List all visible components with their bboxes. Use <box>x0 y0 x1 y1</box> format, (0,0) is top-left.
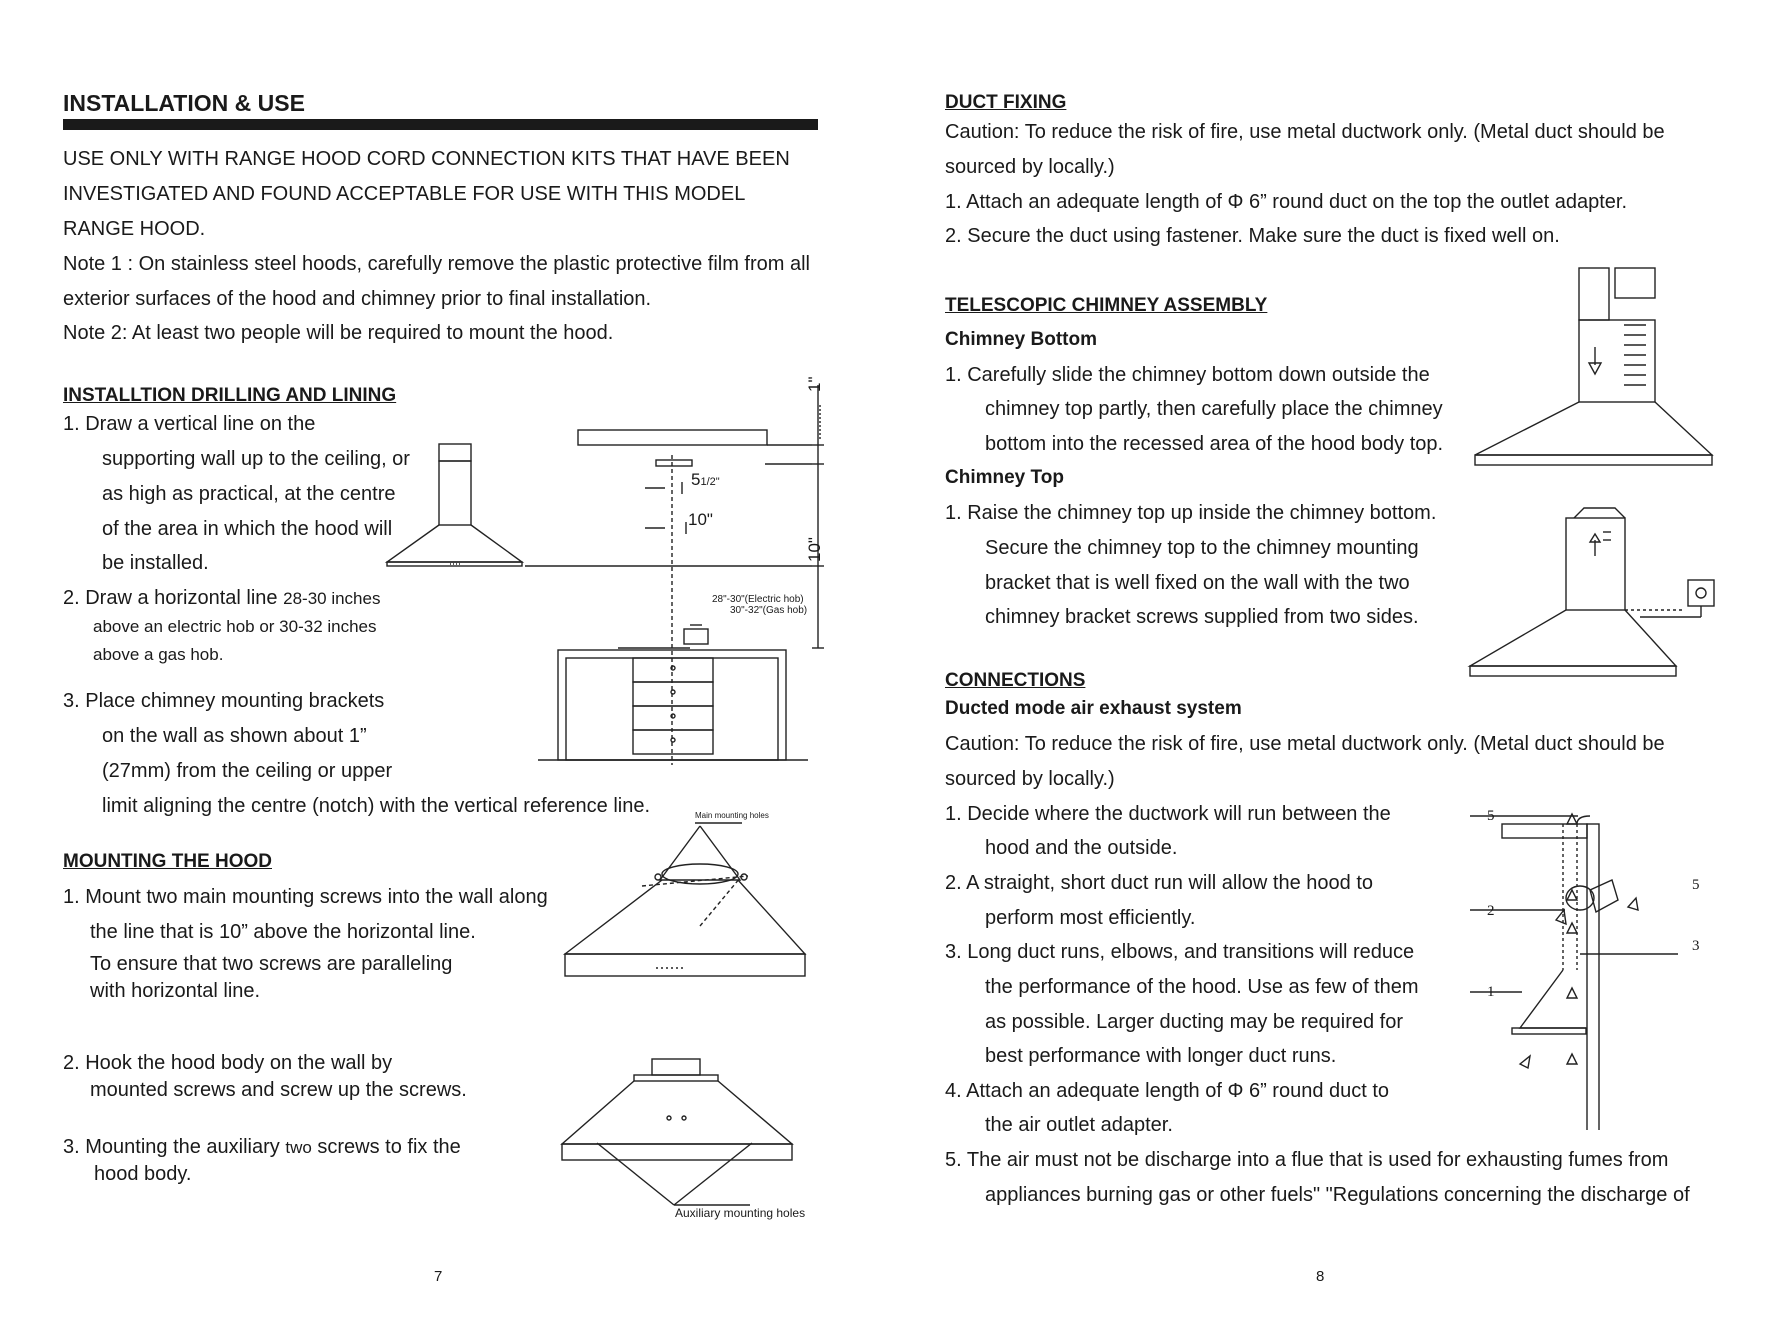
mount-step2-line2: mounted screws and screw up the screws. <box>90 1079 467 1101</box>
conn-step-4b: the air outlet adapter. <box>985 1114 1173 1136</box>
chimney-bottom-diagram <box>1475 268 1712 465</box>
dim-half-frac: 1/2" <box>700 476 720 488</box>
label-main-mounting-holes: Main mounting holes <box>695 811 769 820</box>
drill-step2-line3: above a gas hob. <box>93 645 224 664</box>
drill-step3-line3: (27mm) from the ceiling or upper <box>102 760 393 782</box>
duct-heading: DUCT FIXING <box>945 92 1067 113</box>
conn-step-1b: hood and the outside. <box>985 837 1178 859</box>
conn-step-2b: perform most efficiently. <box>985 907 1196 929</box>
drill-step1-line1: 1. Draw a vertical line on the <box>63 413 316 435</box>
mounting-hood-diagram <box>565 823 805 976</box>
mount-step3-b: two <box>285 1138 312 1157</box>
dim-hob-electric: 28"-30"(Electric hob) <box>712 594 804 605</box>
dim-10-inch-b: 10" <box>805 537 824 562</box>
drill-step2-range: 28-30 inches <box>283 589 381 608</box>
mount-step2-line1: 2. Hook the hood body on the wall by <box>63 1052 393 1074</box>
connections-heading: CONNECTIONS <box>945 670 1086 691</box>
wall-layout-diagram <box>525 385 824 765</box>
conn-step-3b: the performance of the hood. Use as few of them <box>985 976 1419 998</box>
duct-label-1: 1 <box>1487 984 1495 1000</box>
mount-step1-line1: 1. Mount two main mounting screws into the wall along <box>63 886 548 908</box>
chimney-bottom-2: chimney top partly, then carefully place the chimney <box>985 398 1443 420</box>
drill-step2-label: 2. Draw a horizontal line <box>63 587 278 609</box>
drill-step3-line2: on the wall as shown about 1” <box>102 725 367 747</box>
conn-step-2a: 2. A straight, short duct run will allow the hood to <box>945 872 1374 894</box>
duct-label-2: 2 <box>1487 903 1495 919</box>
dim-half-whole: 5 <box>691 470 701 489</box>
chimney-top-2: Secure the chimney top to the chimney mounting <box>985 537 1419 559</box>
duct-label-5-right: 5 <box>1692 877 1700 893</box>
auxiliary-hood-diagram <box>562 1059 792 1205</box>
page-number-left: 7 <box>434 1268 443 1285</box>
dim-hob-gas: 30"-32"(Gas hob) <box>730 605 808 616</box>
intro-line-1: USE ONLY WITH RANGE HOOD CORD CONNECTION KITS THAT HAVE BEEN <box>63 148 790 170</box>
mount-step1-line4: with horizontal line. <box>90 980 261 1002</box>
duct-step1: 1. Attach an adequate length of Φ 6” round duct on the top the outlet adapter. <box>945 191 1628 213</box>
conn-caution-1: Caution: To reduce the risk of fire, use metal ductwork only. (Metal duct should be <box>945 733 1665 755</box>
connections-subtitle: Ducted mode air exhaust system <box>945 698 1242 719</box>
drill-step1-line3: as high as practical, at the centre <box>102 483 396 505</box>
chimney-bottom-1: 1. Carefully slide the chimney bottom down outside the <box>945 364 1430 386</box>
duct-caution-1: Caution: To reduce the risk of fire, use metal ductwork only. (Metal duct should be <box>945 121 1665 143</box>
conn-step-3a: 3. Long duct runs, elbows, and transitions will reduce <box>945 941 1415 963</box>
drill-step3-line1: 3. Place chimney mounting brackets <box>63 690 385 712</box>
duct-label-5-top: 5 <box>1487 808 1495 824</box>
chimney-top-3: bracket that is well fixed on the wall with the two <box>985 572 1410 594</box>
duct-step2: 2. Secure the duct using fastener. Make sure the duct is fixed well on. <box>945 225 1560 247</box>
drill-step1-line4: of the area in which the hood will <box>102 518 393 540</box>
intro-line-2: INVESTIGATED AND FOUND ACCEPTABLE FOR USE WITH THIS MODEL <box>63 183 746 205</box>
chimney-bottom-3: bottom into the recessed area of the hood body top. <box>985 433 1444 455</box>
conn-step-3d: best performance with longer duct runs. <box>985 1045 1337 1067</box>
conn-caution-2: sourced by locally.) <box>945 768 1115 790</box>
drilling-heading: INSTALLTION DRILLING AND LINING <box>63 385 397 406</box>
chimney-top-title: Chimney Top <box>945 467 1064 488</box>
page-title: INSTALLATION & USE <box>63 90 305 116</box>
duct-label-3: 3 <box>1692 938 1700 954</box>
drill-step2-line2: above an electric hob or 30-32 inches <box>93 617 377 636</box>
duct-caution-2: sourced by locally.) <box>945 156 1115 178</box>
chimney-heading: TELESCOPIC CHIMNEY ASSEMBLY <box>945 295 1268 316</box>
chimney-top-4: chimney bracket screws supplied from two sides. <box>985 606 1419 628</box>
chimney-bottom-title: Chimney Bottom <box>945 329 1097 350</box>
conn-step-3c: as possible. Larger ducting may be required for <box>985 1011 1404 1033</box>
dim-1-inch: 1" <box>805 376 824 392</box>
note1-line-1: Note 1 : On stainless steel hoods, carefully remove the plastic protective film from all <box>63 253 810 275</box>
drill-step3-line4: limit aligning the centre (notch) with the vertical reference line. <box>102 795 651 817</box>
mount-step3-a: 3. Mounting the auxiliary <box>63 1136 280 1158</box>
page-number-right: 8 <box>1316 1268 1325 1285</box>
drill-step1-line5: be installed. <box>102 552 209 574</box>
right-diagrams <box>1440 250 1740 1130</box>
mount-step3-line2: hood body. <box>94 1163 192 1185</box>
mounting-heading: MOUNTING THE HOOD <box>63 851 272 872</box>
note2: Note 2: At least two people will be required to mount the hood. <box>63 322 614 344</box>
chimney-top-1: 1. Raise the chimney top up inside the chimney bottom. <box>945 502 1437 524</box>
ducted-mode-diagram <box>1470 814 1678 1130</box>
mount-step3-c: screws to fix the <box>317 1136 461 1158</box>
drill-step1-line2: supporting wall up to the ceiling, or <box>102 448 410 470</box>
mount-step1-line2: the line that is 10” above the horizontal line. <box>90 921 476 943</box>
note1-line-2: exterior surfaces of the hood and chimney prior to final installation. <box>63 288 652 310</box>
dim-10-inch-a: 10" <box>688 510 713 529</box>
dim-half <box>691 470 720 492</box>
conn-step-5a: 5. The air must not be discharge into a flue that is used for exhausting fumes from <box>945 1149 1669 1171</box>
chimney-top-diagram <box>1470 508 1714 676</box>
left-diagrams <box>0 0 880 1324</box>
conn-step-5b: appliances burning gas or other fuels" "Regulations concerning the discharge of <box>985 1184 1690 1206</box>
mount-step1-line3: To ensure that two screws are paralleling <box>90 953 453 975</box>
drilling-hood-diagram <box>387 444 522 566</box>
intro-line-3: RANGE HOOD. <box>63 218 206 240</box>
conn-step-1a: 1. Decide where the ductwork will run between the <box>945 803 1391 825</box>
conn-step-4a: 4. Attach an adequate length of Φ 6” round duct to <box>945 1080 1390 1102</box>
label-auxiliary-mounting-holes: Auxiliary mounting holes <box>675 1206 806 1220</box>
